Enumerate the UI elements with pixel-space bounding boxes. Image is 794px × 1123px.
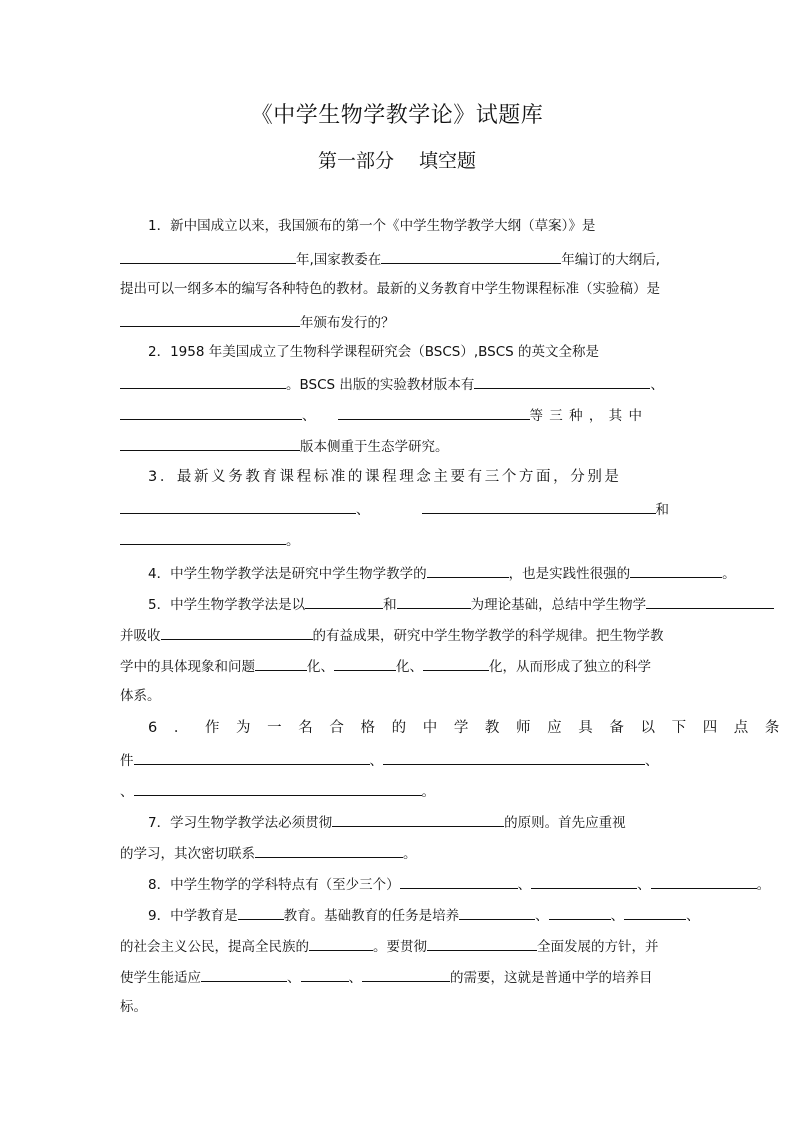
answer-blank[interactable] [301, 967, 349, 982]
q5-line-3 [120, 656, 651, 676]
q9-line-1 [148, 905, 700, 925]
q5-text: 5．中学生物学教学法是以 [148, 597, 306, 613]
answer-blank[interactable] [427, 563, 509, 578]
answer-blank[interactable] [381, 249, 561, 264]
q5-text: 化、 [396, 659, 423, 675]
q2-text: 。BSCS 出版的实验教材版本有 [286, 377, 475, 393]
q1-text: 年,国家教委在 [296, 252, 382, 268]
q8-line-1 [148, 874, 770, 894]
answer-blank[interactable] [201, 967, 287, 982]
q2-text: 版本侧重于生态学研究。 [300, 439, 449, 455]
q1-text: 年颁布发行的？ [300, 315, 395, 331]
q1-line-2 [120, 249, 660, 269]
answer-blank[interactable] [549, 905, 611, 920]
q5-text: 化，从而形成了独立的科学 [489, 659, 651, 675]
document-title: 《中学生物学教学论》试题库 [250, 103, 544, 128]
q4-text: ，也是实践性很强的 [508, 566, 631, 582]
answer-blank[interactable] [134, 781, 422, 796]
q6-line-3 [120, 781, 435, 801]
q2-text: 、 [302, 408, 316, 424]
answer-blank[interactable] [332, 812, 504, 827]
q5-line-1 [148, 594, 774, 614]
q5-text: 的有益成果，研究中学生物学教学的科学规律。把生物学教 [312, 628, 664, 644]
answer-blank[interactable] [238, 905, 284, 920]
q3-text: 和 [655, 502, 669, 518]
q7-text: 7．学习生物学教学法必须贯彻 [148, 815, 333, 831]
answer-blank[interactable] [309, 936, 373, 951]
answer-blank[interactable] [120, 436, 300, 451]
q7-line-2 [120, 843, 417, 863]
answer-blank[interactable] [334, 656, 396, 671]
q1-line-4 [120, 312, 395, 332]
q9-line-3 [120, 967, 653, 987]
q3-line-3 [120, 530, 300, 550]
q6-text: 、 [120, 784, 134, 800]
answer-blank[interactable] [120, 249, 296, 264]
q8-text: 。 [756, 877, 771, 893]
answer-blank[interactable] [120, 530, 286, 545]
q6-text: 、 [645, 753, 659, 769]
q5-text: 化、 [307, 659, 334, 675]
q7-text: 的学习，其次密切联系 [120, 846, 255, 862]
q9-text: 的需要，这就是普通中学的培养目 [450, 970, 653, 986]
q1-line-3: 提出可以一纲多本的编写各种特色的教材。最新的义务教育中学生物课程标准（实验稿）是 [120, 281, 660, 297]
answer-blank[interactable] [305, 594, 383, 609]
answer-blank[interactable] [255, 843, 403, 858]
q3-text: 。 [286, 533, 300, 549]
q2-line-2 [120, 374, 664, 394]
q9-text: 。要贯彻 [373, 939, 427, 955]
answer-blank[interactable] [474, 374, 650, 389]
q7-text: 的原则。首先应重视 [504, 815, 626, 831]
answer-blank[interactable] [255, 656, 307, 671]
answer-blank[interactable] [397, 594, 471, 609]
answer-blank[interactable] [383, 750, 645, 765]
answer-blank[interactable] [120, 312, 300, 327]
q2-line-1: 2．1958 年美国成立了生物科学课程研究会（BSCS）,BSCS 的英文全称是 [148, 344, 599, 360]
q3-line-1: 3．最新义务教育课程标准的课程理念主要有三个方面，分别是 [148, 469, 622, 485]
q5-line-4: 体系。 [120, 688, 161, 704]
answer-blank[interactable] [423, 656, 489, 671]
q4-line-1 [148, 563, 736, 583]
q5-text: 并吸收 [120, 628, 161, 644]
q7-line-1 [148, 812, 626, 832]
q9-text: 9．中学教育是 [148, 908, 238, 924]
q7-text: 。 [403, 846, 417, 862]
q6-line-1: 6 ． 作 为 一 名 合 格 的 中 学 教 师 应 具 备 以 下 四 点 条 [148, 720, 786, 736]
answer-blank[interactable] [459, 905, 535, 920]
q9-text: 全面发展的方针，并 [537, 939, 659, 955]
q3-text: 、 [356, 502, 370, 518]
answer-blank[interactable] [338, 405, 530, 420]
q9-text: 、 [348, 970, 362, 986]
q5-text: 和 [383, 597, 397, 613]
q1-line-1: 1．新中国成立以来，我国颁布的第一个《中学生物学教学大纲（草案）》是 [148, 218, 596, 234]
q9-text: 、 [535, 908, 549, 924]
answer-blank[interactable] [362, 967, 450, 982]
section-title: 第一部分 填空题 [317, 150, 477, 172]
answer-blank[interactable] [400, 874, 518, 889]
q2-text: 、 [650, 377, 664, 393]
answer-blank[interactable] [422, 499, 656, 514]
answer-blank[interactable] [120, 374, 286, 389]
answer-blank[interactable] [531, 874, 637, 889]
q9-text: 、 [610, 908, 625, 924]
q6-text: 、 [369, 753, 383, 769]
q4-text: 。 [722, 566, 736, 582]
q6-text: 。 [421, 784, 435, 800]
q1-text: 年编订的大纲后, [561, 252, 661, 268]
q9-text: 、 [287, 970, 301, 986]
answer-blank[interactable] [134, 750, 370, 765]
q9-text: 的社会主义公民，提高全民族的 [120, 939, 309, 955]
q2-line-4 [120, 436, 449, 456]
q9-line-4: 标。 [120, 999, 147, 1015]
q8-text: 、 [517, 877, 532, 893]
q3-line-2 [120, 499, 669, 519]
q5-text: 为理论基础，总结中学生物学 [470, 597, 647, 613]
q9-text: 使学生能适应 [120, 970, 201, 986]
answer-blank[interactable] [120, 405, 302, 420]
q8-text: 8．中学生物学的学科特点有（至少三个） [148, 877, 400, 893]
q4-text: 4．中学生物学教学法是研究中学生物学教学的 [148, 566, 427, 582]
q6-line-2 [120, 750, 659, 770]
q6-text: 件 [120, 753, 134, 769]
q2-text: 等 三 种 ， 其 中 [529, 408, 643, 424]
answer-blank[interactable] [646, 594, 774, 609]
answer-blank[interactable] [651, 874, 757, 889]
answer-blank[interactable] [427, 936, 537, 951]
q9-line-2 [120, 936, 659, 956]
q2-line-3 [120, 405, 643, 425]
answer-blank[interactable] [161, 625, 313, 640]
answer-blank[interactable] [630, 563, 722, 578]
answer-blank[interactable] [624, 905, 686, 920]
answer-blank[interactable] [120, 499, 356, 514]
q5-line-2 [120, 625, 664, 645]
q9-text: 、 [686, 908, 700, 924]
q8-text: 、 [637, 877, 651, 893]
q9-text: 教育。基础教育的任务是培养 [283, 908, 460, 924]
q5-text: 学中的具体现象和问题 [120, 659, 255, 675]
